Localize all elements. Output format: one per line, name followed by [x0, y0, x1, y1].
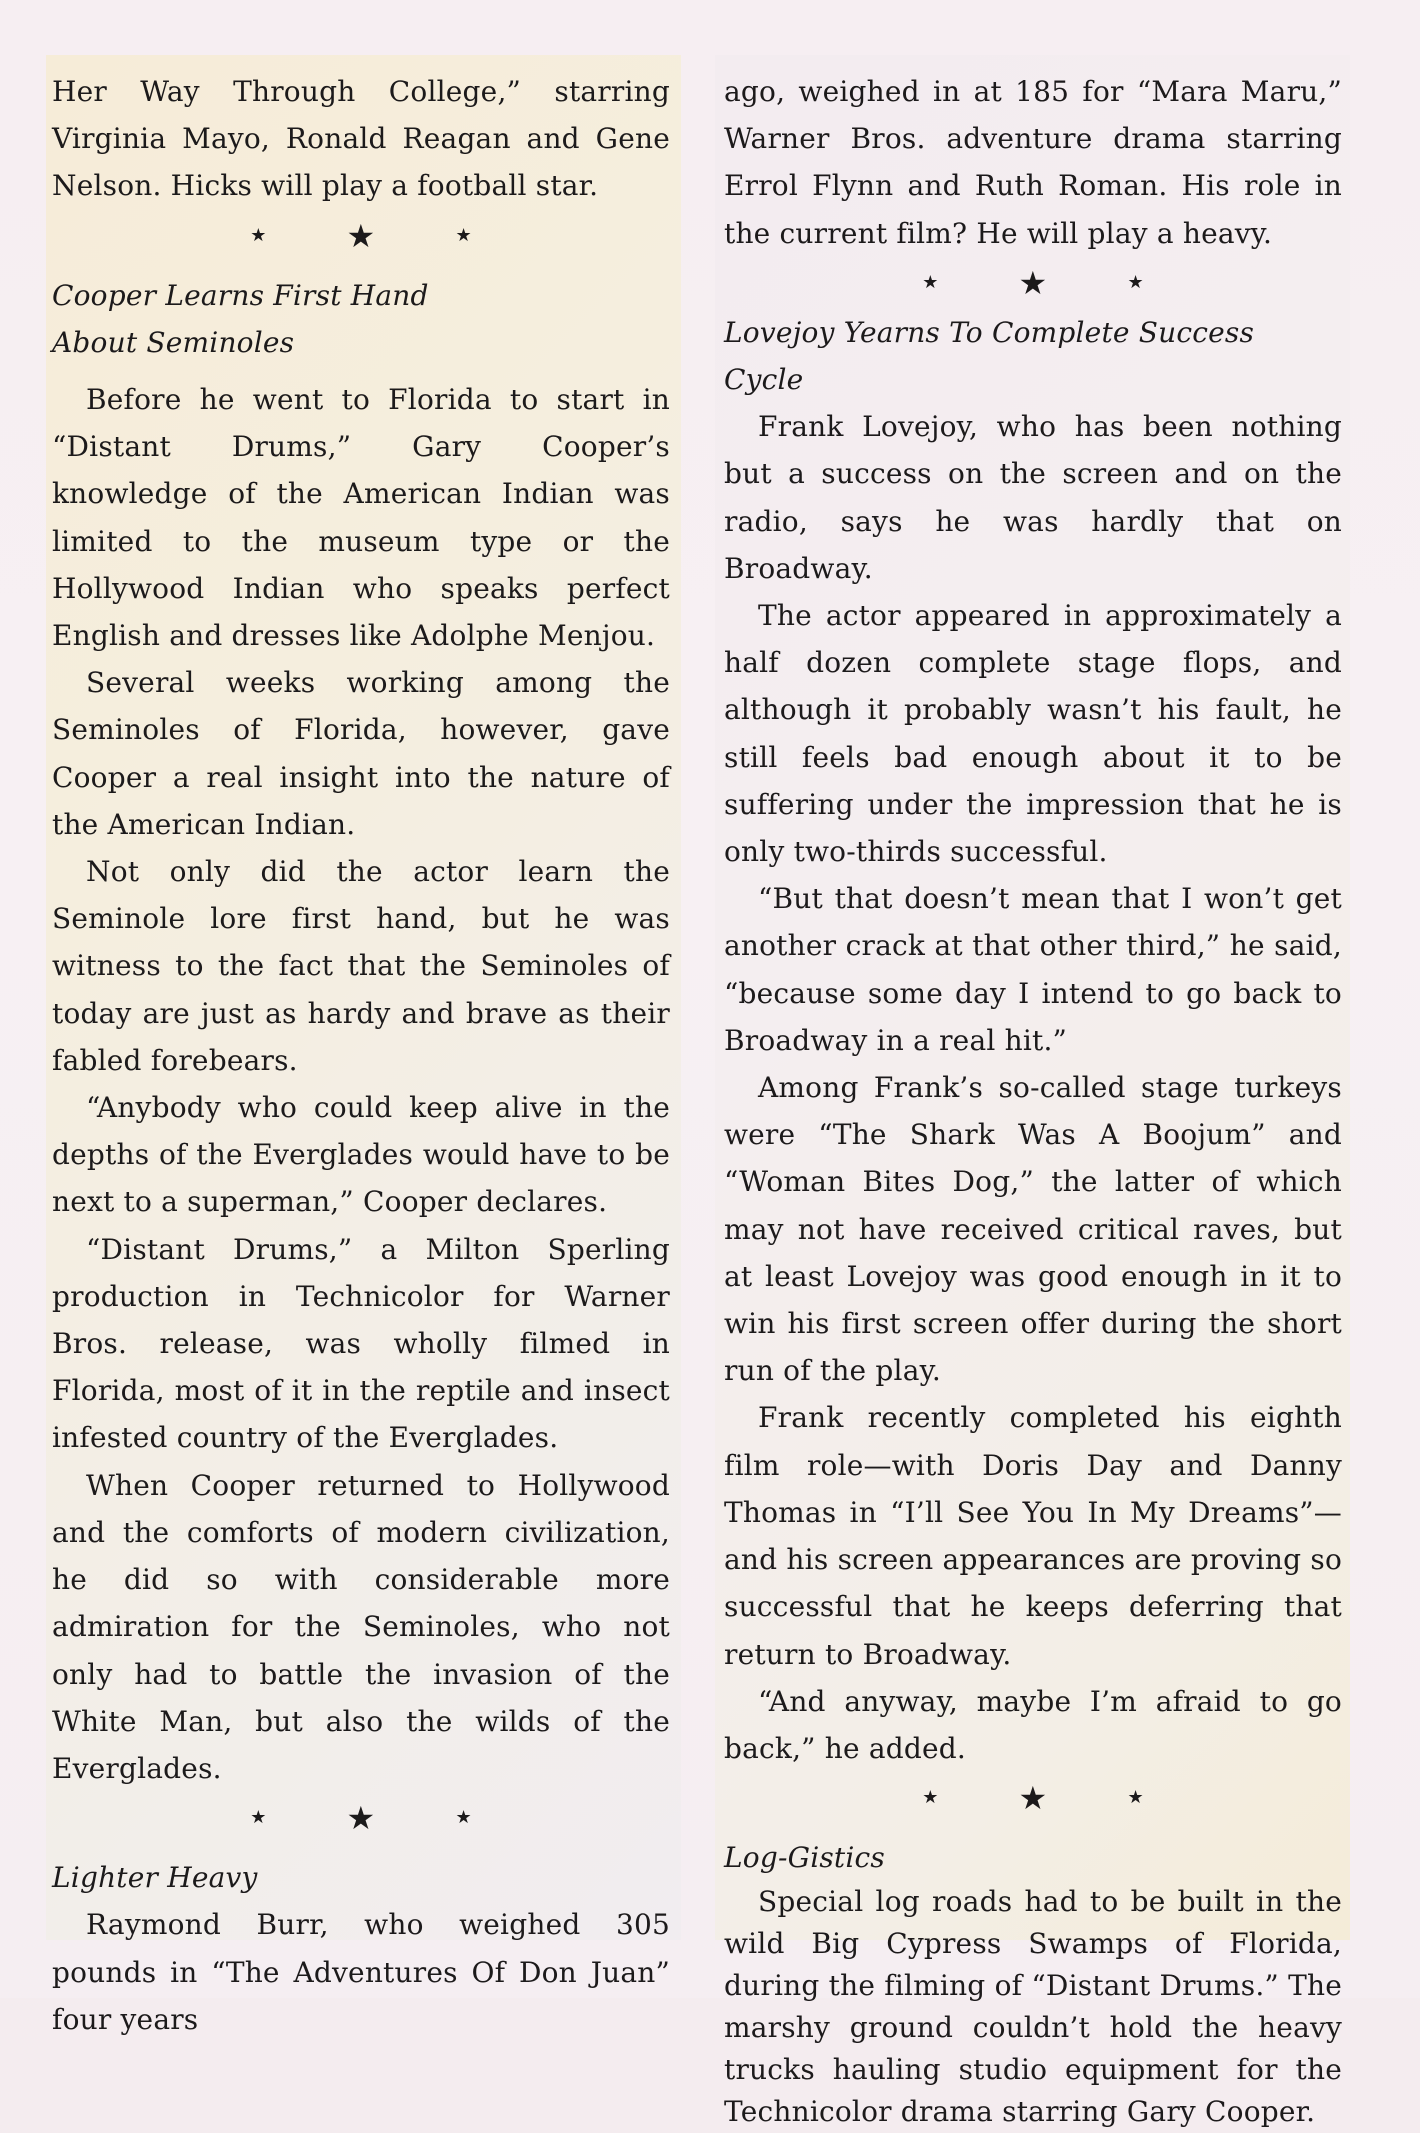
star-icon: ★ — [1018, 263, 1048, 302]
cooper-headline-line1: Cooper Learns First Hand — [52, 278, 429, 312]
lovejoy-paragraph: Frank Lovejoy, who has been nothing but a success on the screen and on the radio, says he was hardly that on Broadway. — [724, 410, 1342, 585]
log-gistics-headline: Log-Gistics — [724, 1841, 885, 1875]
left-column — [52, 68, 670, 2043]
star-icon: ★ — [1018, 1779, 1048, 1818]
cooper-paragraph: Before he went to Florida to start in “Distant Drums,” Gary Cooper’s knowledge of the American Indian was limited to the museum type or the Hollywood Indian who speaks perfect English and dresses like Adolphe Menjou. — [52, 383, 670, 653]
star-icon: ★ — [922, 1787, 939, 1809]
cooper-paragraph: When Cooper returned to Hollywood and the comforts of modern civilization, he did so with considerable more admiration for the Seminoles, who not only had to battle the invasion of the White Man, but also the wilds of the Everglades. — [52, 1468, 670, 1785]
star-separator — [724, 257, 1342, 309]
lovejoy-headline: Lovejoy Yearns To Complete Success Cycle — [724, 315, 1255, 397]
cooper-paragraph: “Anybody who could keep alive in the depths of the Everglades would have to be next to a superman,” Cooper declares. — [52, 1091, 670, 1219]
lovejoy-paragraph: The actor appeared in approximately a half dozen complete stage flops, and although it probably wasn’t his fault, he still feels bad enough about it to be suffering under the impression that he is only two-thirds successful. — [724, 599, 1342, 869]
star-icon: ★ — [1127, 1787, 1144, 1809]
star-icon: ★ — [455, 224, 472, 246]
cooper-paragraph: Several weeks working among the Seminoles of Florida, however, gave Cooper a real insight into the nature of the American Indian. — [52, 666, 670, 841]
star-icon: ★ — [250, 224, 267, 246]
star-icon: ★ — [346, 216, 376, 255]
burr-continued-paragraph: ago, weighed in at 185 for “Mara Maru,” Warner Bros. adventure drama starring Errol Flynn and Ruth Roman. His role in the current film? He will play a heavy. — [724, 75, 1342, 250]
burr-paragraph: Raymond Burr, who weighed 305 pounds in “The Adventures Of Don Juan” four years — [52, 1908, 670, 2036]
cooper-paragraph: Not only did the actor learn the Seminole lore first hand, but he was witness to the fact that the Seminoles of today are just as hardy and brave as their fabled forebears. — [52, 855, 670, 1077]
intro-paragraph: Her Way Through College,” starring Virginia Mayo, Ronald Reagan and Gene Nelson. Hicks will play a football star. — [52, 75, 670, 203]
star-icon: ★ — [346, 1799, 376, 1838]
lovejoy-paragraph: Among Frank’s so-called stage turkeys were “The Shark Was A Boojum” and “Woman Bites Dog,” the latter of which may not have received critical raves, but at least Lovejoy was good enough in it to win his first screen offer during the short run of the play. — [724, 1071, 1342, 1388]
lovejoy-paragraph: “And anyway, maybe I’m afraid to go back,” he added. — [724, 1684, 1342, 1765]
log-gistics-paragraph: Special log roads had to be built in the wild Big Cypress Swamps of Florida, during the filming of “Distant Drums.” The marshy ground couldn’t hold the heavy trucks hauling studio equipment for the Technicolor drama starring Gary Cooper. — [724, 1885, 1342, 2129]
right-column — [724, 68, 1342, 2133]
cooper-paragraph: “Distant Drums,” a Milton Sperling production in Technicolor for Warner Bros. release, was wholly filmed in Florida, most of it in the reptile and insect infested country of the Everglades. — [52, 1232, 670, 1455]
star-icon: ★ — [250, 1807, 267, 1829]
star-separator — [52, 1792, 670, 1844]
star-icon: ★ — [922, 271, 939, 293]
lovejoy-paragraph: “But that doesn’t mean that I won’t get another crack at that other third,” he said, “because some day I intend to go back to Broadway in a real hit.” — [724, 882, 1342, 1057]
star-icon: ★ — [1127, 271, 1144, 293]
star-icon: ★ — [455, 1807, 472, 1829]
lovejoy-paragraph: Frank recently completed his eighth film role—with Doris Day and Danny Thomas in “I’ll See You In My Dreams”—and his screen appearances are proving so successful that he keeps deferring that return to Broadway. — [724, 1401, 1342, 1671]
burr-headline: Lighter Heavy — [52, 1861, 258, 1895]
star-separator — [52, 210, 670, 262]
cooper-headline-line2: About Seminoles — [52, 325, 295, 359]
star-separator — [724, 1772, 1342, 1824]
